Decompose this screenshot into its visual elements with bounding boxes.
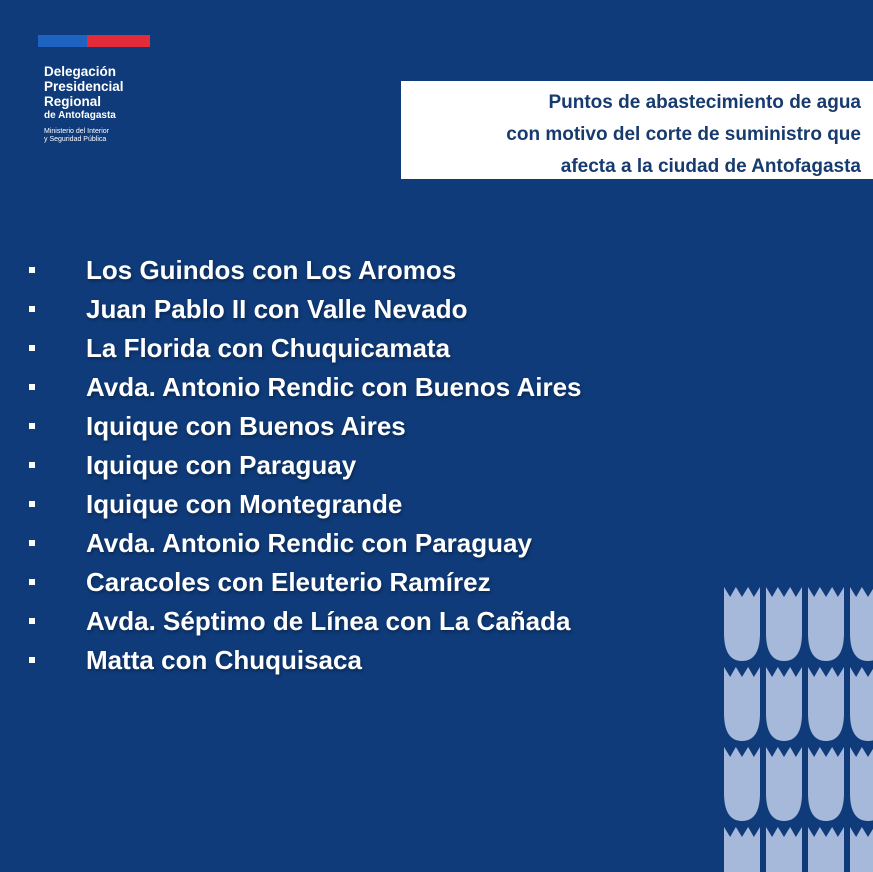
list-item-label: Matta con Chuquisaca — [86, 645, 362, 675]
tulip-shape — [766, 587, 802, 661]
list-item-label: Caracoles con Eleuterio Ramírez — [86, 567, 491, 597]
bullet-icon — [29, 462, 35, 468]
list-item — [0, 367, 700, 406]
flag-blue-segment — [38, 35, 87, 47]
logo-text — [44, 64, 178, 144]
tulip-shape — [808, 827, 844, 872]
tulip-shape — [724, 747, 760, 821]
tulip-shape — [850, 747, 873, 821]
list-item-label: Iquique con Buenos Aires — [86, 411, 406, 441]
list-item-label: Avda. Antonio Rendic con Buenos Aires — [86, 372, 582, 402]
supply-points-list — [0, 250, 700, 679]
bullet-icon — [29, 345, 35, 351]
tulip-shape — [808, 747, 844, 821]
list-item-label: Juan Pablo II con Valle Nevado — [86, 294, 468, 324]
tulip-pattern-icon — [720, 585, 873, 872]
list-item — [0, 328, 700, 367]
tulip-shape — [850, 827, 873, 872]
logo-line-region: de Antofagasta — [44, 110, 116, 121]
decorative-pattern — [720, 585, 873, 872]
bullet-icon — [29, 618, 35, 624]
tulip-shape — [766, 827, 802, 872]
list-item-label: Iquique con Montegrande — [86, 489, 403, 519]
logo-line-ministry: Ministerio del Interior y Seguridad Pública — [44, 128, 109, 143]
bullet-icon — [29, 306, 35, 312]
bullet-icon — [29, 384, 35, 390]
list-item — [0, 445, 700, 484]
bullet-icon — [29, 657, 35, 663]
list-item-label: Avda. Séptimo de Línea con La Cañada — [86, 606, 571, 636]
tulip-shape — [808, 667, 844, 741]
list-item-label: Iquique con Paraguay — [86, 450, 357, 480]
list-item — [0, 562, 700, 601]
page-title: Puntos de abastecimiento de agua con motivo del corte de suministro que afecta a la ciudad de Antofagasta — [506, 92, 861, 177]
bullet-icon — [29, 501, 35, 507]
list-item — [0, 289, 700, 328]
flag-bar — [38, 35, 150, 47]
bullet-icon — [29, 423, 35, 429]
list-item — [0, 640, 700, 679]
tulip-shape — [850, 667, 873, 741]
delegacion-logo — [38, 35, 178, 144]
tulip-shape — [724, 827, 760, 872]
bullet-icon — [29, 267, 35, 273]
flag-red-segment — [87, 35, 150, 47]
tulip-shape — [766, 747, 802, 821]
list-item — [0, 601, 700, 640]
bullet-icon — [29, 540, 35, 546]
list-item — [0, 250, 700, 289]
list-item — [0, 484, 700, 523]
list-item — [0, 523, 700, 562]
list-item — [0, 406, 700, 445]
tulip-shape — [808, 587, 844, 661]
logo-line-organization: Delegación Presidencial Regional — [44, 64, 124, 109]
bullet-icon — [29, 579, 35, 585]
title-box — [401, 81, 873, 179]
list-item-label: Avda. Antonio Rendic con Paraguay — [86, 528, 532, 558]
tulip-shape — [724, 587, 760, 661]
tulip-shape — [724, 667, 760, 741]
list-item-label: La Florida con Chuquicamata — [86, 333, 451, 363]
tulip-shape — [766, 667, 802, 741]
tulip-shape — [850, 587, 873, 661]
list-item-label: Los Guindos con Los Aromos — [86, 255, 457, 285]
